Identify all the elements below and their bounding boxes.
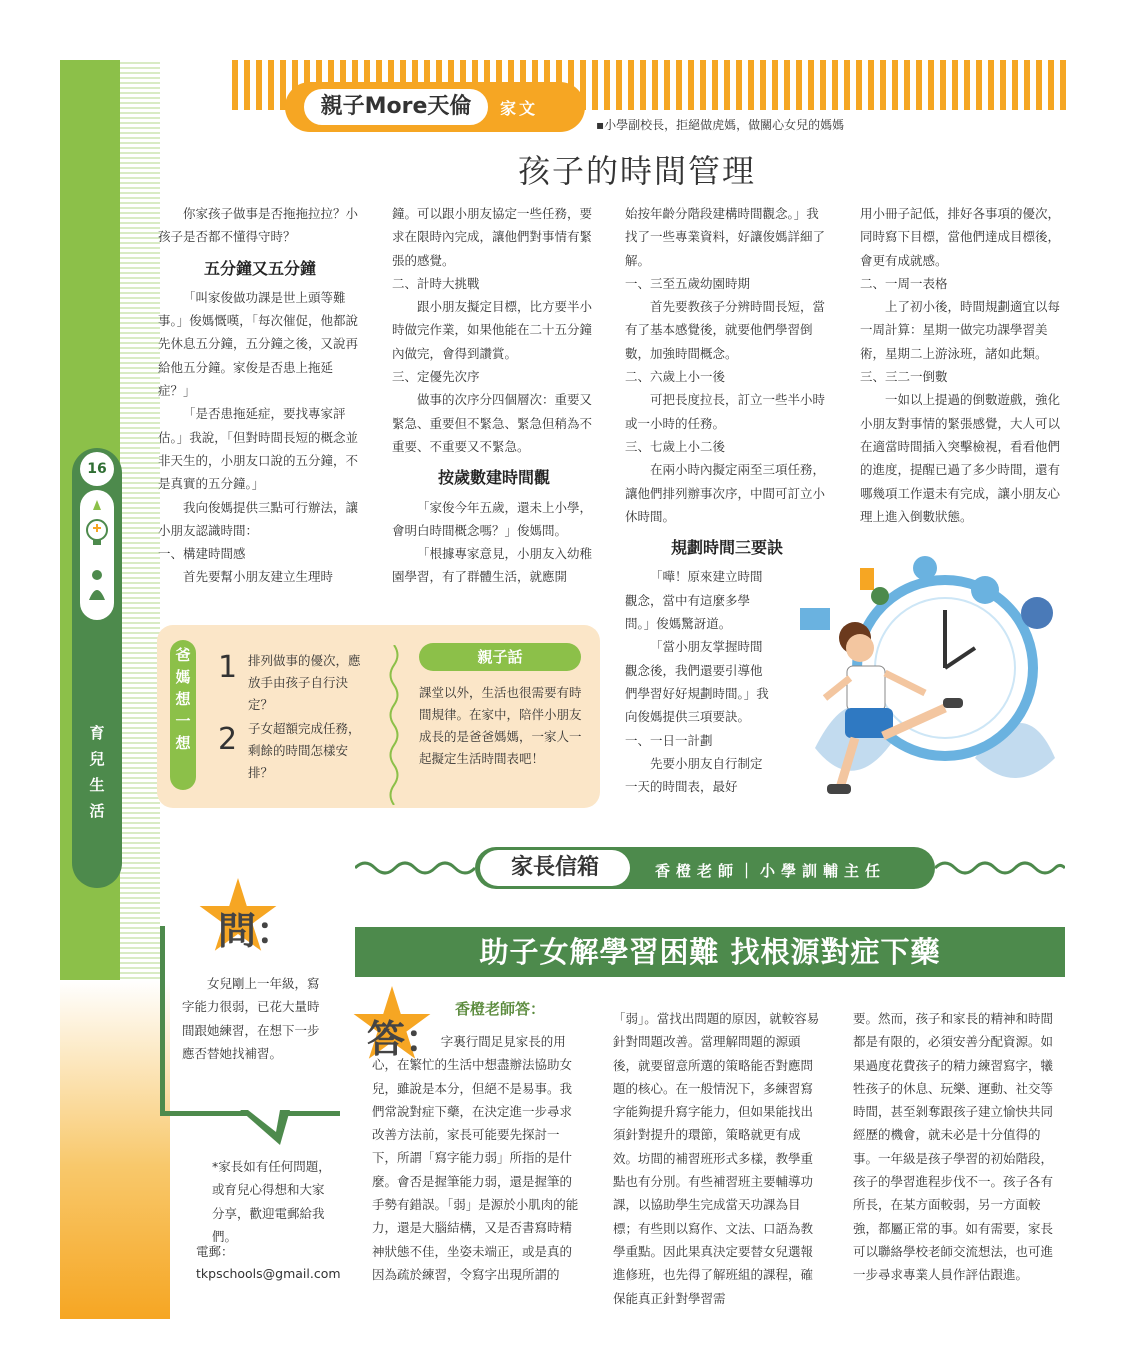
paragraph: 三、七歲上小二後 [625, 438, 726, 454]
think-question-1: 排列做事的優次，應放手由孩子自行決定？ [248, 653, 361, 712]
email-label: 電郵： [196, 1244, 234, 1259]
question-text: 女兒剛上一年級，寫字能力很弱，已花大量時間跟她練習，在想下一步應否替她找補習。 [182, 976, 320, 1061]
subheading: 規劃時間三要訣 [670, 538, 783, 558]
paragraph: 「家俊今年五歲，還未上小學，會明白時間概念嗎？」俊媽問。 [392, 499, 593, 538]
paragraph: 可把長度拉長，訂立一些半小時或一小時的任務。 [625, 392, 826, 431]
paragraph: 「是否患拖延症，要找專家評估。」我說，「但對時間長短的概念並非天生的，小朋友口說的五分鐘，不是真實的五分鐘。」 [158, 406, 359, 492]
question-label: 問： [218, 909, 295, 953]
column-name: 親子More天倫 [302, 87, 490, 127]
paragraph: 首先要教孩子分辨時間長短，當有了基本感覺後，就要他們學習倒數，加強時間概念。 [625, 299, 826, 361]
article-column-1 [158, 202, 362, 589]
paragraph: 先要小朋友自行制定一天的時間表，最好 [625, 755, 763, 795]
article-column-2 [392, 202, 596, 589]
paragraph: 三、定優先次序 [392, 369, 480, 385]
paragraph: 一、三至五歲幼園時期 [625, 275, 751, 291]
paragraph: 「根據專家意見，小朋友入幼稚園學習，有了群體生活，就應開 [392, 546, 593, 585]
parent-think-label: 爸媽想一想 [170, 640, 196, 790]
answer-text: 要。然而，孩子和家長的精神和時間都是有限的，必須安善分配資源。如果過度花費孩子的精力練習寫字，犧牲孩子的休息、玩樂、運動、社交等時間，甚至剝奪跟孩子建立愉快共同經歷的機會，就未必是十分值得的事。一年級是孩子學習的初始階段，孩子的學習進程步伐不一。孩子各有所長，在某方面較弱，另一方面較強，都屬正常的事。如有需要，家長可以聯絡學校老師交流想法，也可進一步尋求專業人員作評估跟進。 [853, 1011, 1054, 1283]
mailbox-headline: 助子女解學習困難 找根源對症下藥 [479, 935, 941, 969]
parent-talk-title: 親子話 [419, 643, 581, 671]
contact-email: tkpschools@gmail.com [196, 1266, 341, 1281]
paragraph: 二、一周一表格 [860, 275, 948, 291]
subheading: 按歲數建時間觀 [437, 468, 550, 488]
left-orange-band [60, 980, 170, 1319]
answer-text: 字裏行間足見家長的用心，在繁忙的生活中想盡辦法協助女兒，雖說是本分，但絕不是易事。我們常說對症下藥，在決定進一步尋求改善方法前，家長可能要先探討一下，所謂「寫字能力弱」所指的是什麼。會否是握筆能力弱，還是握筆的手勢有錯誤。「弱」是源於小肌肉的能力，還是大腦結構，又是否書寫時精神狀態不佳，坐姿未端正，或是真的因為疏於練習，令寫字出現所謂的 [372, 1034, 579, 1282]
illustration-boy-clock [795, 548, 1065, 818]
answer-text: 「弱」。當找出問題的原因，就較容易針對問題改善。當理解問題的源頭後，就要留意所選的策略能否對應問題的核心。在一般情況下，多練習寫字能夠提升寫字能力，但如果能找出須針對提升的環節，策略就更有成效。坊間的補習班形式多樣，教學重點也有分別。有些補習班主要輔導功課，以協助學生完成當天功課為目標；有些則以寫作、文法、口語為教學重點。因此果真決定要替女兒選報進修班，也先得了解班組的課程，確保能真正針對學習需 [613, 1011, 820, 1306]
paragraph: 用小冊子記低，排好各事項的優次，同時寫下目標，當他們達成目標後，會更有成就感。 [860, 206, 1061, 268]
mailbox-title: 家長信箱 [480, 850, 630, 886]
paragraph: 跟小朋友擬定目標，比方要半小時做完作業，如果他能在二十五分鐘內做完，會得到讚賞。 [392, 299, 593, 361]
author-description: ▪小學副校長，拒絕做虎媽，做關心女兒的媽媽 [596, 118, 845, 132]
mailbox-author: 香橙老師｜小學訓輔主任 [655, 862, 887, 880]
paragraph: 一、構建時間感 [158, 546, 246, 562]
paragraph: 鐘。可以跟小朋友協定一些任務，要求在限時內完成，讓他們對事情有緊張的感覺。 [392, 206, 593, 268]
paragraph: 一、一日一計劃 [625, 732, 713, 748]
question-number-1: 1 [218, 650, 238, 685]
paragraph: 始按年齡分階段建構時間觀念。」我找了一些專業資料，好讓俊媽詳細了解。 [625, 206, 826, 268]
paragraph: 「叫家俊做功課是世上頭等難事。」俊媽慨嘆，「每次催促，他都說先休息五分鐘，五分鐘之後，又說再給他五分鐘。家俊是否患上拖延症？」 [158, 289, 359, 399]
header-author: 家文 [500, 99, 539, 118]
paragraph: 上了初小後，時間規劃適宜以每一周計算：星期一做完功課學習美術，星期二上游泳班，諸如此類。 [860, 299, 1061, 361]
paragraph: 三、三二一倒數 [860, 369, 948, 385]
wavy-line-left [355, 858, 475, 878]
paragraph: 在兩小時內擬定兩至三項任務，讓他們排列辦事次序，中間可訂立小休時間。 [625, 462, 826, 524]
answer-column-2 [613, 1007, 825, 1310]
lightbulb-icon [80, 490, 114, 620]
paragraph: 我向俊媽提供三點可行辦法，讓小朋友認識時間： [158, 499, 359, 538]
think-question-2: 子女超額完成任務，剩餘的時間怎樣安排？ [248, 721, 361, 780]
answer-column-1 [372, 1030, 582, 1286]
submission-note: *家長如有任何問題，或育兒心得想和大家分享，歡迎電郵給我們。 [212, 1159, 331, 1244]
question-number-2: 2 [218, 722, 238, 757]
paragraph: 二、六歲上小一後 [625, 369, 726, 385]
parent-talk-text: 課堂以外，生活也很需要有時間規律。在家中，陪伴小朋友成長的是爸爸媽媽，一家人一起擬定生活時間表吧！ [419, 685, 582, 766]
bubble-tail [240, 1110, 300, 1150]
answer-byline: 香橙老師答： [455, 1000, 546, 1018]
paragraph: 二、計時大挑戰 [392, 275, 480, 291]
running-boy-illustration [795, 548, 1065, 818]
subheading: 五分鐘又五分鐘 [203, 258, 316, 278]
answer-column-3 [853, 1007, 1065, 1287]
section-label: 育兒生活 [89, 724, 105, 820]
article-title: 孩子的時間管理 [518, 152, 757, 190]
wavy-divider [387, 645, 401, 805]
paragraph: 你家孩子做事是否拖拖拉拉？小孩子是否都不懂得守時？ [158, 206, 359, 245]
paragraph: 「嘩！原來建立時間觀念，當中有這麼多學問。」俊媽驚訝道。 [625, 569, 763, 632]
paragraph: 「當小朋友掌握時間觀念後，我們還要引導他們學習好好規劃時間。」我向俊媽提供三項要訣。 [625, 639, 769, 725]
wavy-line-right [935, 858, 1065, 878]
page-number: 16 [80, 452, 114, 486]
paragraph: 做事的次序分四個層次：重要又緊急、重要但不緊急、緊急但稍為不重要、不重要又不緊急。 [392, 392, 593, 454]
article-column-4 [860, 202, 1064, 528]
answer-label: 答： [367, 1017, 444, 1061]
paragraph: 一如以上提過的倒數遊戲，強化小朋友對事情的緊張感覺，大人可以在適當時間插入突擊檢視，看看他們的進度，提醒已過了多少時間，還有哪幾項工作還未有完成，讓小朋友心理上進入倒數狀態。 [860, 392, 1061, 524]
paragraph: 首先要幫小朋友建立生理時 [183, 569, 334, 585]
side-icon-panel [80, 490, 114, 620]
